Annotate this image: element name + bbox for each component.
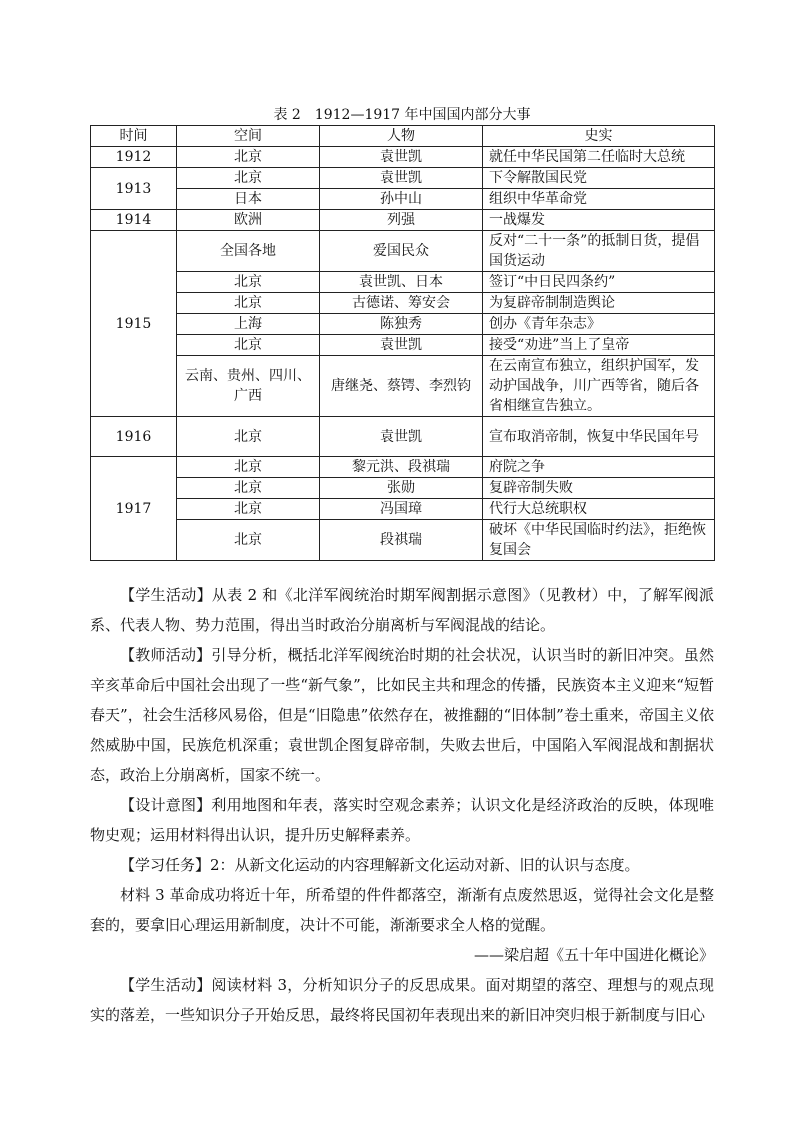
cell-fact: 一战爆发 <box>483 210 715 231</box>
cell-fact: 宣布取消帝制，恢复中华民国年号 <box>483 417 715 457</box>
cell-year: 1914 <box>91 210 177 231</box>
header-time: 时间 <box>91 126 177 147</box>
paragraph-learning-task: 【学习任务】2：从新文化运动的内容理解新文化运动对新、旧的认识与态度。 <box>120 856 640 874</box>
cell-fact: 签订“中日民四条约” <box>483 272 715 293</box>
table-row <box>91 335 715 356</box>
cell-place: 欧洲 <box>177 210 320 231</box>
cell-year: 1912 <box>91 147 177 168</box>
cell-place: 北京 <box>177 520 320 561</box>
header-place: 空间 <box>177 126 320 147</box>
cell-person: 段祺瑞 <box>320 520 483 561</box>
cell-place: 北京 <box>177 293 320 314</box>
cell-year: 1913 <box>91 168 177 210</box>
table-row <box>91 478 715 499</box>
cell-place: 北京 <box>177 335 320 356</box>
cell-person: 袁世凯 <box>320 335 483 356</box>
cell-place: 云南、贵州、四川、广西 <box>177 356 320 417</box>
paragraph-material-3: 材料 3 革命成功将近十年，所希望的件件都落空，渐渐有点废然思返，觉得社会文化是整套的，要拿旧心理运用新制度，决计不可能，渐渐要求全人格的觉醒。 <box>90 886 714 934</box>
paragraph-student-activity-1: 【学生活动】从表 2 和《北洋军阀统治时期军阀割据示意图》（见教材）中，了解军阀派系、代表人物、势力范围，得出当时政治分崩离析与军阀混战的结论。 <box>90 586 714 634</box>
cell-person: 袁世凯、日本 <box>320 272 483 293</box>
table-header-row <box>91 126 715 147</box>
cell-place: 日本 <box>177 189 320 210</box>
cell-place: 上海 <box>177 314 320 335</box>
cell-place: 北京 <box>177 417 320 457</box>
cell-place: 北京 <box>177 499 320 520</box>
cell-fact: 就任中华民国第二任临时大总统 <box>483 147 715 168</box>
table-row <box>91 499 715 520</box>
cell-fact: 接受“劝进”当上了皇帝 <box>483 335 715 356</box>
cell-fact: 代行大总统职权 <box>483 499 715 520</box>
table-row <box>91 356 715 417</box>
table-row <box>91 210 715 231</box>
table-row <box>91 231 715 272</box>
cell-person: 袁世凯 <box>320 168 483 189</box>
cell-person: 袁世凯 <box>320 417 483 457</box>
cell-place: 北京 <box>177 168 320 189</box>
cell-place: 全国各地 <box>177 231 320 272</box>
table-row <box>91 417 715 457</box>
cell-fact: 反对“二十一条”的抵制日货，提倡国货运动 <box>483 231 715 272</box>
cell-person: 冯国璋 <box>320 499 483 520</box>
cell-fact: 在云南宣布独立，组织护国军，发动护国战争，川广西等省，随后各省相继宣告独立。 <box>483 356 715 417</box>
cell-fact: 为复辟帝制制造舆论 <box>483 293 715 314</box>
body-text <box>90 580 714 1030</box>
cell-fact: 下令解散国民党 <box>483 168 715 189</box>
table-row <box>91 457 715 478</box>
table-row <box>91 520 715 561</box>
cell-fact: 府院之争 <box>483 457 715 478</box>
table-row <box>91 314 715 335</box>
material-source: ——梁启超《五十年中国进化概论》 <box>473 946 714 964</box>
header-fact: 史实 <box>483 126 715 147</box>
cell-fact: 创办《青年杂志》 <box>483 314 715 335</box>
cell-fact: 复辟帝制失败 <box>483 478 715 499</box>
cell-place: 北京 <box>177 147 320 168</box>
cell-person: 张勋 <box>320 478 483 499</box>
cell-place: 北京 <box>177 478 320 499</box>
table-row <box>91 189 715 210</box>
events-table <box>90 125 715 561</box>
cell-person: 袁世凯 <box>320 147 483 168</box>
cell-fact: 破坏《中华民国临时约法》，拒绝恢复国会 <box>483 520 715 561</box>
table-row <box>91 168 715 189</box>
cell-person: 古德诺、筹安会 <box>320 293 483 314</box>
cell-person: 爱国民众 <box>320 231 483 272</box>
table-body <box>91 147 715 561</box>
cell-year: 1917 <box>91 457 177 561</box>
cell-person: 唐继尧、蔡锷、李烈钧 <box>320 356 483 417</box>
cell-person: 孙中山 <box>320 189 483 210</box>
paragraph-design-intent: 【设计意图】利用地图和年表，落实时空观念素养；认识文化是经济政治的反映，体现唯物史观；运用材料得出认识，提升历史解释素养。 <box>90 796 714 844</box>
cell-person: 列强 <box>320 210 483 231</box>
header-person: 人物 <box>320 126 483 147</box>
cell-fact: 组织中华革命党 <box>483 189 715 210</box>
table-caption: 表 2 1912—1917 年中国国内部分大事 <box>273 107 531 123</box>
table-row <box>91 293 715 314</box>
table-row <box>91 147 715 168</box>
paragraph-student-activity-2: 【学生活动】阅读材料 3，分析知识分子的反思成果。面对期望的落空、理想与的观点现实的落差，一些知识分子开始反思，最终将民国初年表现出来的新旧冲突归根于新制度与旧心 <box>90 976 714 1024</box>
cell-person: 黎元洪、段祺瑞 <box>320 457 483 478</box>
cell-year: 1915 <box>91 231 177 417</box>
paragraph-teacher-activity: 【教师活动】引导分析，概括北洋军阀统治时期的社会状况，认识当时的新旧冲突。虽然辛亥革命后中国社会出现了一些“新气象”，比如民主共和理念的传播，民族资本主义迎来“短暂春天”，社会生活移风易俗，但是“旧隐患”依然存在，被推翻的“旧体制”卷土重来，帝国主义依然威胁中国，民族危机深重；袁世凯企图复辟帝制，失败去世后，中国陷入军阀混战和割据状态，政治上分崩离析，国家不统一。 <box>90 646 714 784</box>
cell-place: 北京 <box>177 457 320 478</box>
cell-person: 陈独秀 <box>320 314 483 335</box>
table-row <box>91 272 715 293</box>
cell-place: 北京 <box>177 272 320 293</box>
cell-year: 1916 <box>91 417 177 457</box>
